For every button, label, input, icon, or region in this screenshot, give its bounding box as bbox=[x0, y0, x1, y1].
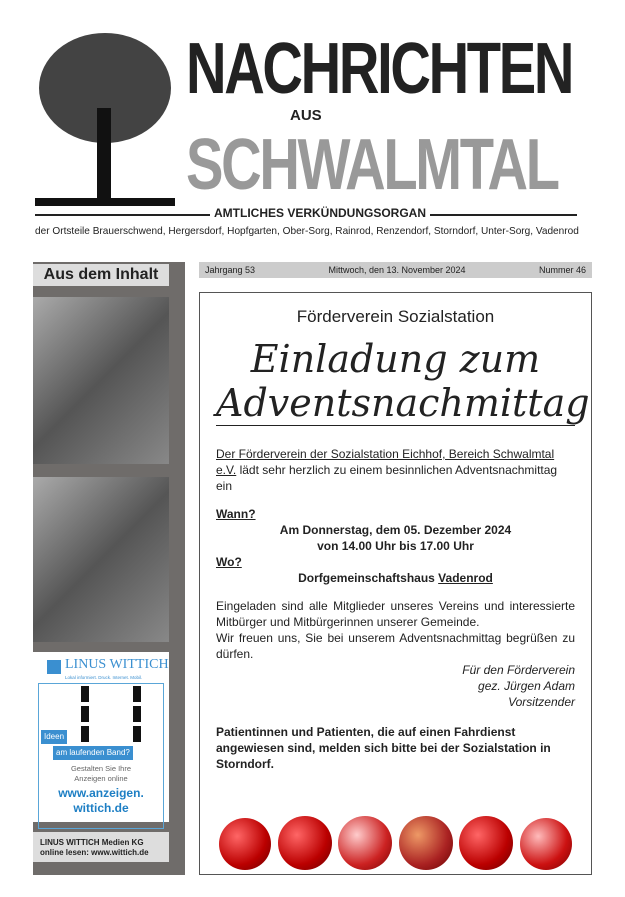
ad-tag1: Ideen bbox=[41, 730, 67, 744]
ad-tagline: Lokal informiert. Druck. Internet. Mobil. bbox=[65, 675, 143, 680]
ornament-icon bbox=[278, 816, 332, 870]
headline: Einladung zum bbox=[250, 337, 541, 381]
info-bar bbox=[199, 262, 592, 278]
volume: Jahrgang 53 bbox=[205, 265, 256, 275]
online-link[interactable]: online lesen: www.wittich.de bbox=[40, 848, 149, 857]
where-label: Wo? bbox=[216, 555, 242, 569]
tree-logo bbox=[35, 28, 175, 208]
article-org: Förderverein Sozialstation bbox=[296, 307, 495, 326]
ad-text: Anzeigen online bbox=[74, 774, 128, 783]
org-link[interactable]: Der Förderverein der Sozialstation Eichhof, Bereich Schwalmtal e.V. bbox=[216, 447, 555, 477]
when-label: Wann? bbox=[216, 507, 256, 521]
ornament-icon bbox=[219, 818, 271, 870]
signature: Vorsitzender bbox=[508, 695, 575, 709]
venue: Dorfgemeinschaftshaus bbox=[298, 571, 439, 585]
signature: gez. Jürgen Adam bbox=[478, 679, 575, 693]
ornaments-image bbox=[216, 800, 575, 870]
districts: der Ortsteile Brauerschwend, Hergersdorf, Hopfgarten, Ober-Sorg, Rainrod, Renzendorf, Storndorf, Unter-Sorg, Vadenrod bbox=[35, 225, 579, 237]
masthead-title: NACHRICHTEN bbox=[186, 29, 573, 109]
wittich-logo-icon bbox=[47, 660, 61, 674]
sidebar-heading: Aus dem Inhalt bbox=[33, 264, 169, 286]
issue-number: Nummer 46 bbox=[538, 265, 586, 275]
body-text: Eingeladen sind alle Mitglieder unseres Vereins und interessierte Mitbürger und Mitbürgerinnen unserer Gemeinde. bbox=[216, 599, 575, 629]
event-date: Am Donnerstag, dem 05. Dezember 2024 bbox=[279, 523, 512, 537]
headline: Adventsnachmittag bbox=[216, 381, 590, 425]
venue-place: Vadenrod bbox=[438, 571, 493, 585]
ornament-icon bbox=[459, 816, 513, 870]
masthead-subtitle: SCHWALMTAL bbox=[186, 125, 558, 205]
filmstrip-icon bbox=[81, 686, 141, 742]
ad-wittich[interactable] bbox=[33, 652, 169, 822]
article bbox=[199, 292, 592, 875]
ad-url[interactable]: www.anzeigen. bbox=[58, 786, 144, 800]
photo-children[interactable] bbox=[33, 477, 169, 642]
ornament-icon bbox=[338, 816, 392, 870]
ad-tag2: am laufenden Band? bbox=[53, 746, 133, 760]
ad-url[interactable]: wittich.de bbox=[73, 801, 129, 815]
ad-text: Gestalten Sie Ihre bbox=[70, 764, 132, 773]
organ-label: AMTLICHES VERKÜNDUNGSORGAN bbox=[210, 206, 430, 221]
event-time: von 14.00 Uhr bis 17.00 Uhr bbox=[317, 539, 474, 553]
ad-brand: LINUS WITTICH bbox=[65, 657, 169, 672]
photo-award[interactable] bbox=[33, 297, 169, 464]
issue-date: Mittwoch, den 13. November 2024 bbox=[328, 265, 466, 275]
intro-text: lädt sehr herzlich zu einem besinnlichen Adventsnachmittag ein bbox=[216, 463, 558, 493]
ornament-icon bbox=[399, 816, 453, 870]
signature: Für den Förderverein bbox=[462, 663, 575, 677]
body-text: Wir freuen uns, Sie bei unserem Adventsnachmittag begrüßen zu dürfen. bbox=[216, 631, 575, 661]
notice: Patientinnen und Patienten, die auf einen Fahrdienst angewiesen sind, melden sich bitte bei der Sozialstation in Storndorf. bbox=[216, 725, 551, 771]
ornament-icon bbox=[520, 818, 572, 870]
sidebar-footer bbox=[33, 832, 169, 862]
publisher: LINUS WITTICH Medien KG bbox=[40, 838, 144, 847]
masthead-aus: AUS bbox=[290, 107, 322, 124]
